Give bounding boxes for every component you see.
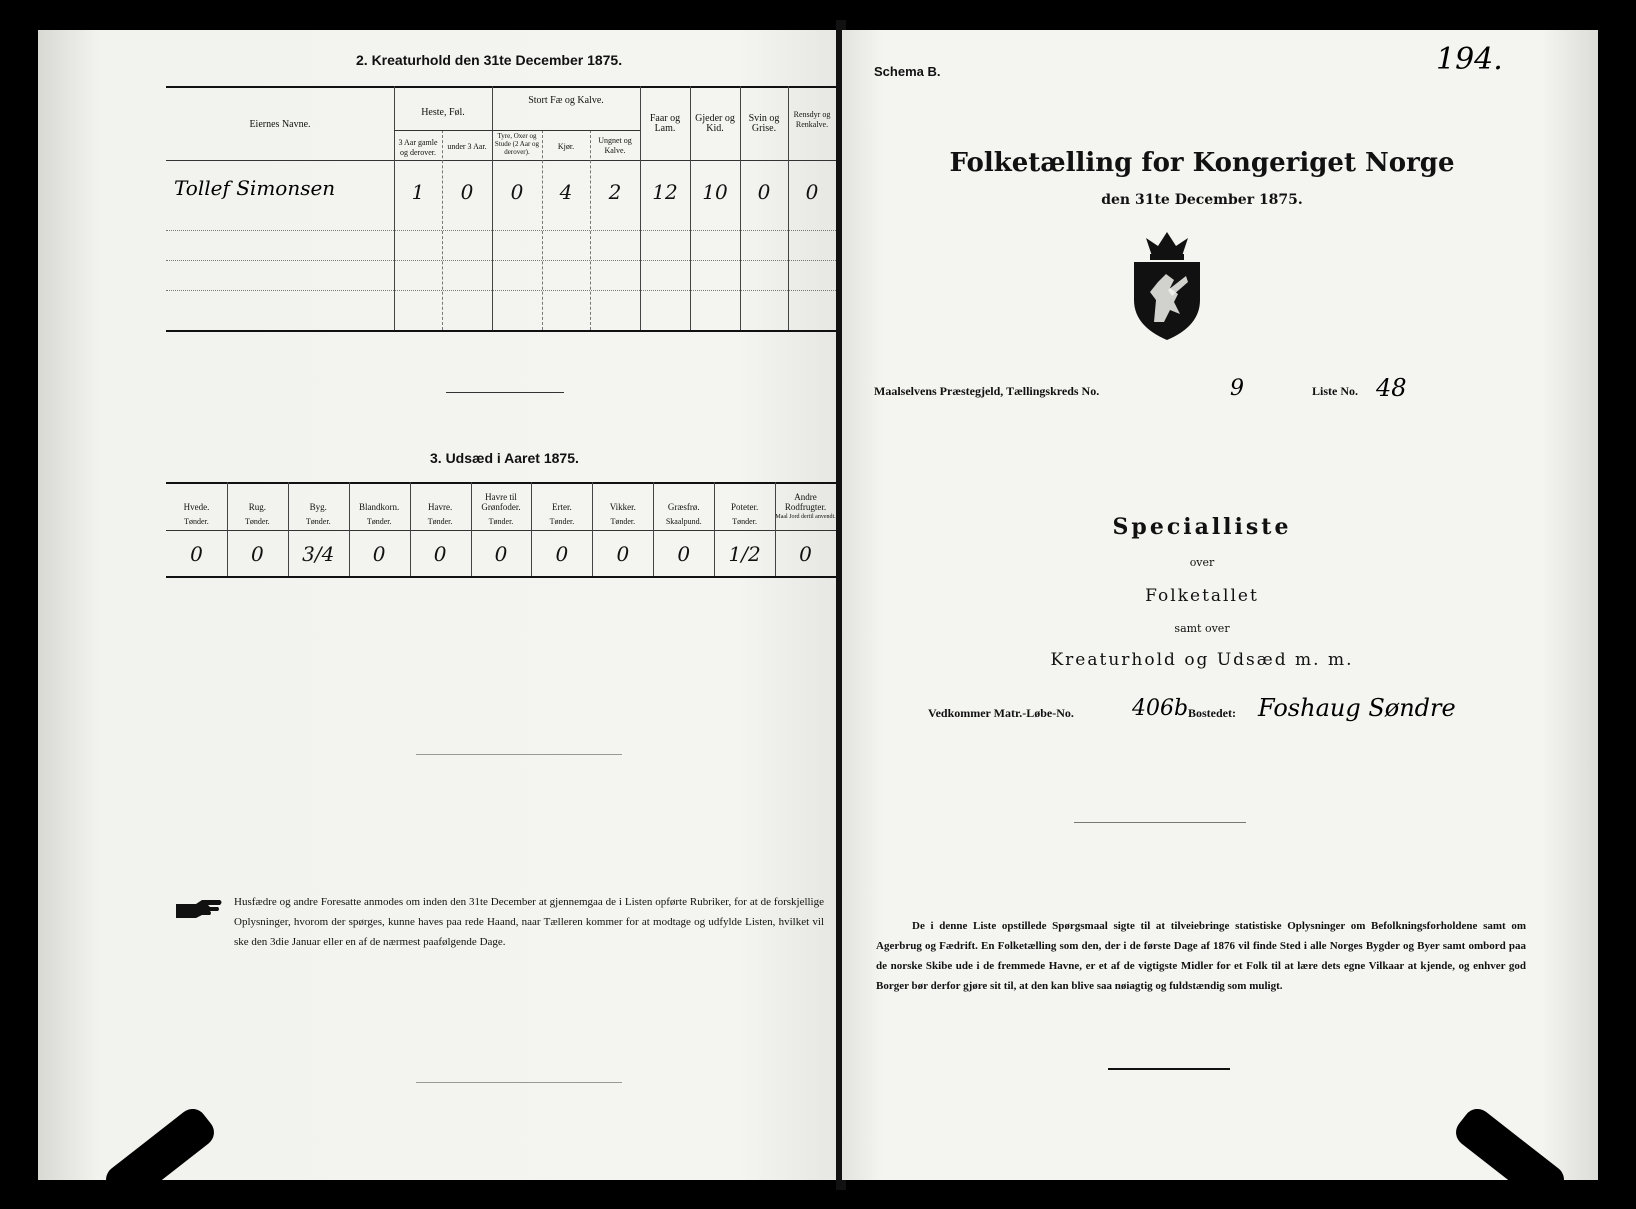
table2-header-rule [166,160,836,161]
udsaed-value: 0 [494,542,508,566]
udsaed-column-unit: Tønder. [610,517,636,526]
header-heste-under3: under 3 Aar. [447,142,487,151]
udsaed-column-unit: Tønder. [366,517,392,526]
udsaed-column-name: Erter. [552,502,572,512]
udsaed-value: 0 [555,542,569,566]
page-number: 194. [1436,42,1503,77]
udsaed-column-name: Blandkorn. [359,502,400,512]
table2-row-rule [166,290,836,291]
main-title: Folketælling for Kongeriget Norge [949,148,1455,178]
udsaed-column-unit: Tønder. [245,517,270,526]
livestock-value: 1 [411,180,425,204]
udsaed-column-name: Poteter. [731,502,759,512]
table2-bottom-rule [166,330,836,332]
udsaed-value: 0 [677,542,691,566]
udsaed-column-name: Rug. [248,502,266,512]
udsaed-value: 1/2 [728,542,761,566]
udsaed-column-unit: Tønder. [427,517,453,526]
blank-line [416,754,622,755]
header-tyre: Tyre, Oxer og Stude (2 Aar og derover). [494,132,540,156]
udsaed-value: 0 [616,542,630,566]
udsaed-value: 3/4 [302,542,335,566]
table2-row-rule [166,260,836,261]
header-svin: Svin og Grise. [748,113,780,134]
udsaed-column-unit: Tønder. [184,517,209,526]
section3-heading: 3. Udsæd i Aaret 1875. [430,450,579,466]
matr-label: Vedkommer Matr.-Løbe-No. [928,706,1074,720]
udsaed-column-unit: Maal Jord dertil anvendt. [775,514,836,520]
kreds-number: 9 [1230,376,1244,401]
udsaed-column-unit: Tønder. [732,517,757,526]
livestock-value: 2 [608,180,622,204]
prestegjeld-label: Maalselvens Præstegjeld, Tællingskreds No. [874,384,1100,398]
udsaed-value: 0 [799,542,812,566]
table2-subheader-rule [394,130,640,131]
table2-top-rule [166,86,836,88]
header-heste-3aar: 3 Aar gamle og derover. [398,138,438,157]
udsaed-column-name: Havre til Grønfoder. [481,492,521,512]
bosted-label: Bostedet: [1188,706,1236,720]
udsaed-value: 0 [250,542,264,566]
livestock-value: 4 [559,180,573,204]
udsaed-value: 0 [433,542,447,566]
udsaed-column-name: Andre Rodfrugter. [784,492,827,512]
table2-col-line [442,130,443,330]
table2-row-rule [166,230,836,231]
udsaed-column-name: Havre. [427,502,453,512]
livestock-value: 0 [460,180,474,204]
header-stort-fae: Stort Fæ og Kalve. [528,95,604,106]
left-page [38,30,840,1180]
udsaed-column-name: Hvede. [183,502,210,512]
section2-heading: 2. Kreaturhold den 31te December 1875. [356,52,623,68]
table3-header-rule [166,530,836,531]
intro-text: De i denne Liste opstillede Spørgsmaal sigte til at tilveiebringe statistiske Oplysninger om Befolkningsforholdene samt om Agerbrug og Fædrift. En Folketælling som den, der i de første Dage af 1876 vil finde Sted i alle Norges Bygder og Byer samt ombord paa de norske Skibe ude i de fremmede Havne, er et af de vigtigste Midler for et Folk til at lære dets egne Vilkaar at kjende, og enhver god Borger bør derfor gjøre sit til, at den kan blive saa nøiagtig og fuldstændig som muligt. [876,920,1526,992]
udsaed-column-name: Byg. [309,502,327,512]
pointing-hand-icon [174,898,224,920]
table3-bottom-rule [166,576,836,578]
liste-label: Liste No. [1312,384,1358,398]
table2-col-line [542,130,543,330]
udsaed-value: 0 [372,542,386,566]
matr-number: 406b [1132,696,1189,721]
folketallet-text: Folketallet [1145,586,1259,606]
livestock-value: 0 [510,180,524,204]
section-divider [446,392,564,393]
samt-over-text: samt over [1174,622,1230,635]
kreaturhold-text: Kreaturhold og Udsæd m. m. [1050,650,1354,670]
udsaed-column-name: Vikker. [609,502,636,512]
header-owner: Eiernes Navne. [249,119,311,130]
udsaed-column-unit: Tønder. [549,517,575,526]
livestock-value: 0 [805,180,819,204]
specialliste-heading: Specialliste [1112,514,1292,540]
coat-of-arms-icon [1124,230,1210,342]
table3-top-rule [166,482,836,484]
livestock-value: 12 [652,180,678,204]
header-kjor: Kjør. [557,142,575,151]
schema-label: Schema B. [874,64,941,79]
header-faar: Faar og Lam. [649,113,681,134]
header-rensdyr: Rensdyr og Renkalve. [793,110,831,129]
liste-number: 48 [1376,374,1407,402]
closing-rule [1108,1068,1230,1070]
table2-col-line [590,130,591,330]
table2-col-line [492,86,493,330]
udsaed-column-unit: Tønder. [488,517,514,526]
bosted-value: Foshaug Søndre [1258,694,1456,722]
right-page [842,30,1598,1180]
udsaed-value: 0 [190,542,203,566]
blank-line [416,1082,622,1083]
udsaed-column-name: Græsfrø. [667,502,700,512]
notice-text: Husfædre og andre Foresatte anmodes om inden den 31te December at gjennemgaa de i Listen opførte Rubriker, for at de forskjellige Oplysninger, hvorom der spørges, kunne haves paa rede Haand, naar Tælleren kommer for at modtage og udfylde Listen, hvilket vil ske den 3die Januar eller en af de nærmest paafølgende Dage. [234,896,824,948]
table2-col-line [394,86,395,330]
header-ungnet: Ungnet og Kalve. [598,136,632,155]
udsaed-column-unit: Skaalpund. [665,517,702,526]
blank-line [1074,822,1246,823]
header-heste: Heste, Føl. [421,107,465,118]
livestock-value: 10 [702,180,728,204]
owner-name: Tollef Simonsen [174,176,336,200]
livestock-value: 0 [757,180,771,204]
udsaed-column-unit: Tønder. [305,517,331,526]
main-subtitle: den 31te December 1875. [1101,192,1303,208]
over-text: over [1189,556,1215,569]
header-gjeder: Gjeder og Kid. [695,113,735,134]
